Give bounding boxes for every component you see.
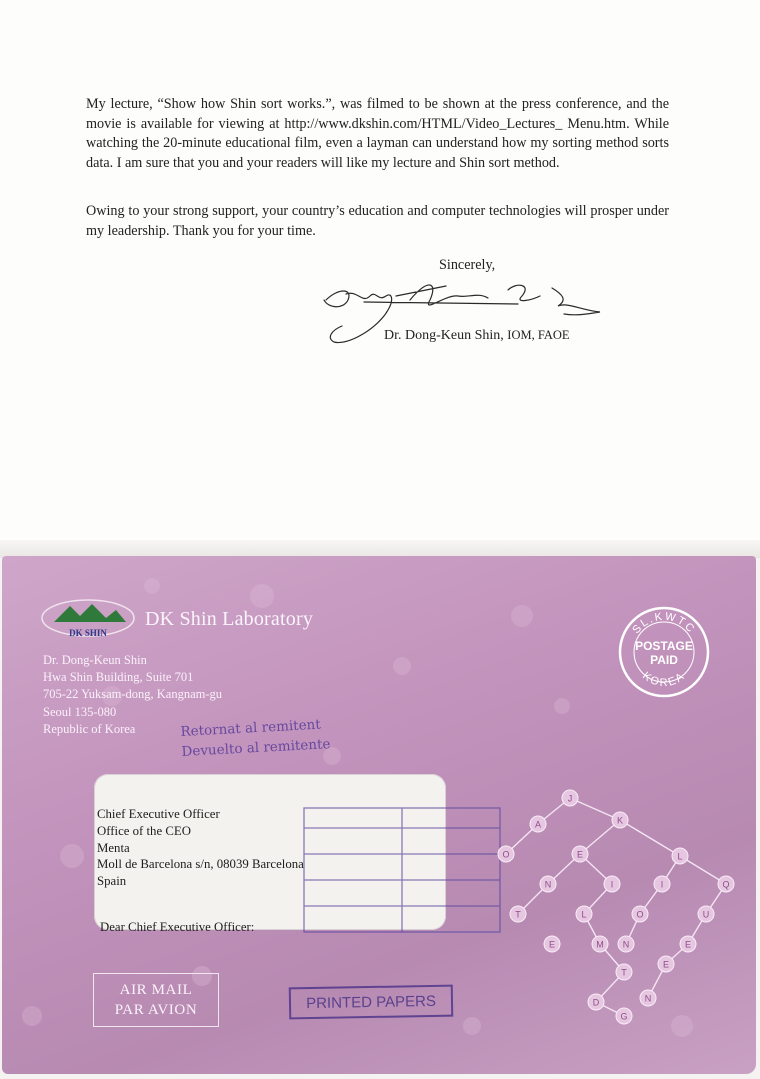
tree-node-letter: I [610, 879, 614, 890]
postage-bottom-arc: KOREA [640, 669, 688, 690]
sort-tree-graphic [488, 768, 748, 1038]
postage-line2: PAID [650, 653, 678, 667]
sender-line: Republic of Korea [43, 721, 136, 736]
air-mail-label [93, 973, 219, 1027]
salutation: Dear Chief Executive Officer: [100, 920, 255, 934]
tree-node-letter: T [621, 967, 627, 978]
recipient-line: Office of the CEO [97, 823, 191, 838]
dk-shin-logo [40, 598, 136, 642]
tree-node-letter: L [677, 851, 683, 862]
signer [384, 328, 570, 344]
tree-edge [620, 820, 680, 856]
tree-node-letter: O [636, 909, 644, 920]
recipient-line: Spain [97, 874, 127, 889]
recipient-line: Menta [97, 840, 130, 855]
tree-node-letter: L [581, 909, 587, 920]
recipient-address [97, 806, 304, 890]
return-line: Devuelto al remitente [181, 736, 331, 760]
tree-node-letter: G [620, 1011, 628, 1022]
tree-node-letter: D [592, 997, 600, 1008]
logo-text: DK SHIN [69, 628, 107, 638]
postage-line1: POSTAGE [635, 639, 693, 653]
tree-node-letter: E [576, 849, 584, 860]
recipient-line: Moll de Barcelona s/n, 08039 Barcelona [97, 857, 304, 872]
return-to-sender-stamp [180, 714, 331, 762]
letter-paragraph-2: Owing to your strong support, your country’s education and computer technologies will prosper under my leadership. Thank you for your time. [86, 203, 669, 239]
tree-node-letter: T [515, 909, 521, 920]
tree-node-letter: K [616, 815, 624, 826]
tree-node-letter: E [662, 959, 670, 970]
svg-text:KOREA [640, 670, 688, 689]
postage-paid-mark [618, 606, 710, 698]
tree-node-letter: E [684, 939, 692, 950]
tree-node-letter: E [548, 939, 556, 950]
sender-line: Dr. Dong-Keun Shin [43, 653, 147, 667]
air-mail-line: PAR AVION [114, 1002, 198, 1018]
tree-node-letter: A [534, 819, 542, 830]
closing: Sincerely, [439, 257, 496, 273]
sender-line: Seoul 135-080 [43, 704, 117, 719]
tree-node-letter: O [502, 849, 510, 860]
tree-node-letter: N [544, 879, 552, 890]
tree-node-letter: M [596, 939, 604, 950]
tree-node-letter: Q [722, 879, 730, 890]
tree-node-letter: J [567, 793, 573, 804]
printed-papers-stamp: PRINTED PAPERS [289, 985, 454, 1020]
postage-top-arc: SL.KWTC [630, 610, 698, 637]
envelope [2, 556, 756, 1074]
tree-node-letter: N [644, 993, 652, 1004]
tree-node-letter: I [660, 879, 664, 890]
tree-node-letter: N [622, 939, 630, 950]
return-reasons-stamp [302, 806, 502, 936]
lab-name: DK Shin Laboratory [145, 608, 314, 630]
tree-node-letter: U [702, 909, 710, 920]
air-mail-line: AIR MAIL [119, 982, 193, 998]
signer-credentials: IOM, FAOE [507, 328, 570, 342]
sender-line: Hwa Shin Building, Suite 701 [43, 670, 194, 685]
return-line: Retornat al remitent [180, 716, 322, 740]
sender-line: 705-22 Yuksam-dong, Kangnam-gu [43, 687, 223, 702]
letter-paragraph-1: My lecture, “Show how Shin sort works.”, was filmed to be shown at the press conference, and the movie is available for viewing at http://www.dkshin.com/HTML/Video_Lectures_ Menu.htm. While watching the 20-minute educational film, even a layman can understand how my sorting method sorts data. I am sure that you and your readers will like my lecture and Shin sort method. [86, 96, 669, 171]
signer-name: Dr. Dong-Keun Shin, [384, 328, 504, 343]
recipient-line: Chief Executive Officer [97, 807, 220, 821]
